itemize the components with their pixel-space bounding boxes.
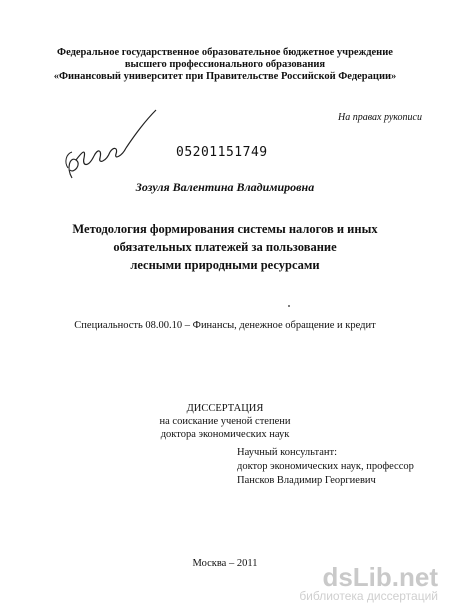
dissertation-degree-field: доктора экономических наук	[160, 429, 290, 440]
title-line: обязательных платежей за пользование	[113, 240, 337, 254]
dissertation-heading: ДИССЕРТАЦИЯ	[186, 403, 264, 414]
rights-note: На правах рукописи	[338, 112, 422, 123]
author-name: Зозуля Валентина Владимировна	[135, 180, 315, 194]
watermark	[299, 563, 438, 603]
institution-line-1: Федеральное государственное образовательное бюджетное учреждение	[57, 47, 393, 58]
city-year: Москва – 2011	[192, 558, 258, 569]
consultant-degree: доктор экономических наук, профессор	[237, 461, 414, 472]
watermark-subtitle: библиотека диссертаций	[299, 589, 438, 603]
consultant-block	[237, 446, 414, 488]
institution-line-3: «Финансовый университет при Правительстве Российской Федерации»	[53, 71, 397, 82]
institution-header	[0, 47, 450, 83]
consultant-label: Научный консультант:	[237, 447, 338, 458]
institution-line-2: высшего профессионального образования	[124, 59, 326, 70]
watermark-logo: dsLib.net	[322, 562, 438, 592]
dissertation-title	[0, 220, 450, 274]
consultant-name: Пансков Владимир Георгиевич	[237, 475, 376, 486]
dissertation-block	[0, 402, 450, 441]
title-line: Методология формирования системы налогов и иных	[72, 222, 378, 236]
speck	[288, 305, 290, 307]
specialty-line: Специальность 08.00.10 – Финансы, денежное обращение и кредит	[74, 320, 376, 331]
title-line: лесными природными ресурсами	[130, 258, 320, 272]
handwritten-signature	[52, 108, 172, 183]
registration-number: 05201151749	[176, 145, 268, 160]
dissertation-degree-line: на соискание ученой степени	[159, 416, 291, 427]
